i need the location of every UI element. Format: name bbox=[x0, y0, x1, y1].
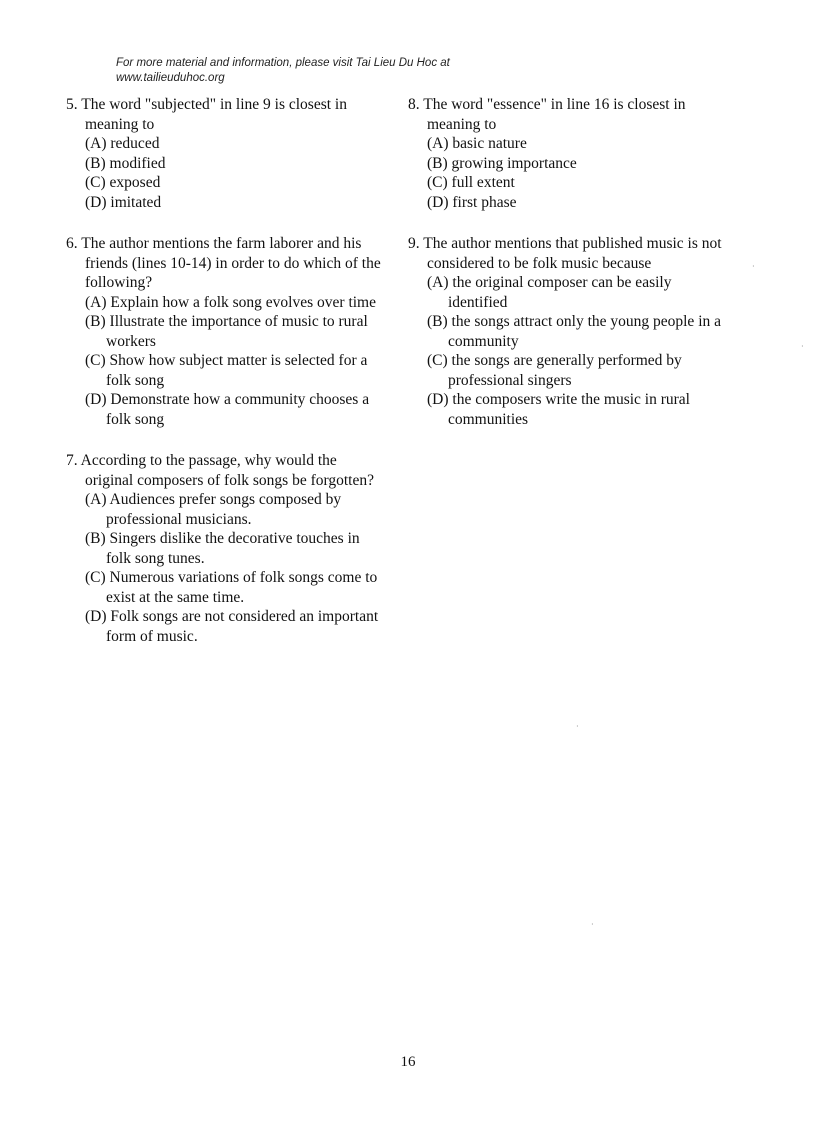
question-8-option-a: (A) basic nature bbox=[427, 135, 527, 152]
scan-speck: · bbox=[752, 262, 755, 271]
header-line-1: For more material and information, please visit Tai Lieu Du Hoc at bbox=[116, 57, 450, 69]
question-5-option-c: (C) exposed bbox=[85, 174, 161, 191]
question-6 bbox=[66, 234, 386, 429]
page-header bbox=[116, 56, 450, 86]
question-9-stem: 9. The author mentions that published music is not considered to be folk music because bbox=[408, 235, 722, 272]
question-6-option-d: (D) Demonstrate how a community chooses a folk song bbox=[85, 391, 370, 428]
page-number: 16 bbox=[400, 1054, 416, 1070]
question-7-stem: 7. According to the passage, why would the original composers of folk songs be forgotten? bbox=[66, 452, 374, 489]
question-7-option-c: (C) Numerous variations of folk songs come to exist at the same time. bbox=[85, 569, 378, 606]
question-9-option-a: (A) the original composer can be easily identified bbox=[427, 274, 672, 311]
question-7-option-a: (A) Audiences prefer songs composed by professional musicians. bbox=[85, 491, 342, 528]
question-8-option-d: (D) first phase bbox=[427, 193, 517, 211]
question-9-option-d: (D) the composers write the music in rural communities bbox=[427, 391, 690, 428]
header-url: www.tailieuduhoc.org bbox=[116, 72, 225, 84]
left-column bbox=[66, 95, 386, 646]
scan-speck: · bbox=[576, 722, 579, 731]
question-6-stem: 6. The author mentions the farm laborer and his friends (lines 10-14) in order to do which of the following? bbox=[66, 235, 381, 291]
question-8 bbox=[408, 95, 728, 212]
question-5-option-b: (B) modified bbox=[85, 154, 166, 172]
scan-speck: · bbox=[591, 920, 594, 929]
question-5-option-a: (A) reduced bbox=[85, 135, 160, 152]
question-6-option-b: (B) Illustrate the importance of music to rural workers bbox=[85, 313, 368, 350]
question-7-option-b: (B) Singers dislike the decorative touches in folk song tunes. bbox=[85, 530, 360, 567]
question-6-option-c: (C) Show how subject matter is selected for a folk song bbox=[85, 352, 368, 389]
question-5 bbox=[66, 95, 386, 212]
scan-speck: · bbox=[801, 342, 804, 351]
question-8-stem: 8. The word "essence" in line 16 is closest in meaning to bbox=[408, 96, 686, 133]
question-5-stem: 5. The word "subjected" in line 9 is closest in meaning to bbox=[66, 96, 347, 133]
question-8-option-b: (B) growing importance bbox=[427, 154, 577, 172]
question-8-option-c: (C) full extent bbox=[427, 174, 515, 191]
question-9-option-c: (C) the songs are generally performed by professional singers bbox=[427, 352, 682, 389]
question-9 bbox=[408, 234, 728, 429]
question-9-option-b: (B) the songs attract only the young people in a community bbox=[427, 313, 722, 350]
question-6-option-a: (A) Explain how a folk song evolves over time bbox=[85, 293, 376, 311]
question-7-option-d: (D) Folk songs are not considered an important form of music. bbox=[85, 608, 379, 645]
question-7 bbox=[66, 451, 386, 646]
right-column bbox=[408, 95, 728, 429]
question-5-option-d: (D) imitated bbox=[85, 193, 162, 211]
